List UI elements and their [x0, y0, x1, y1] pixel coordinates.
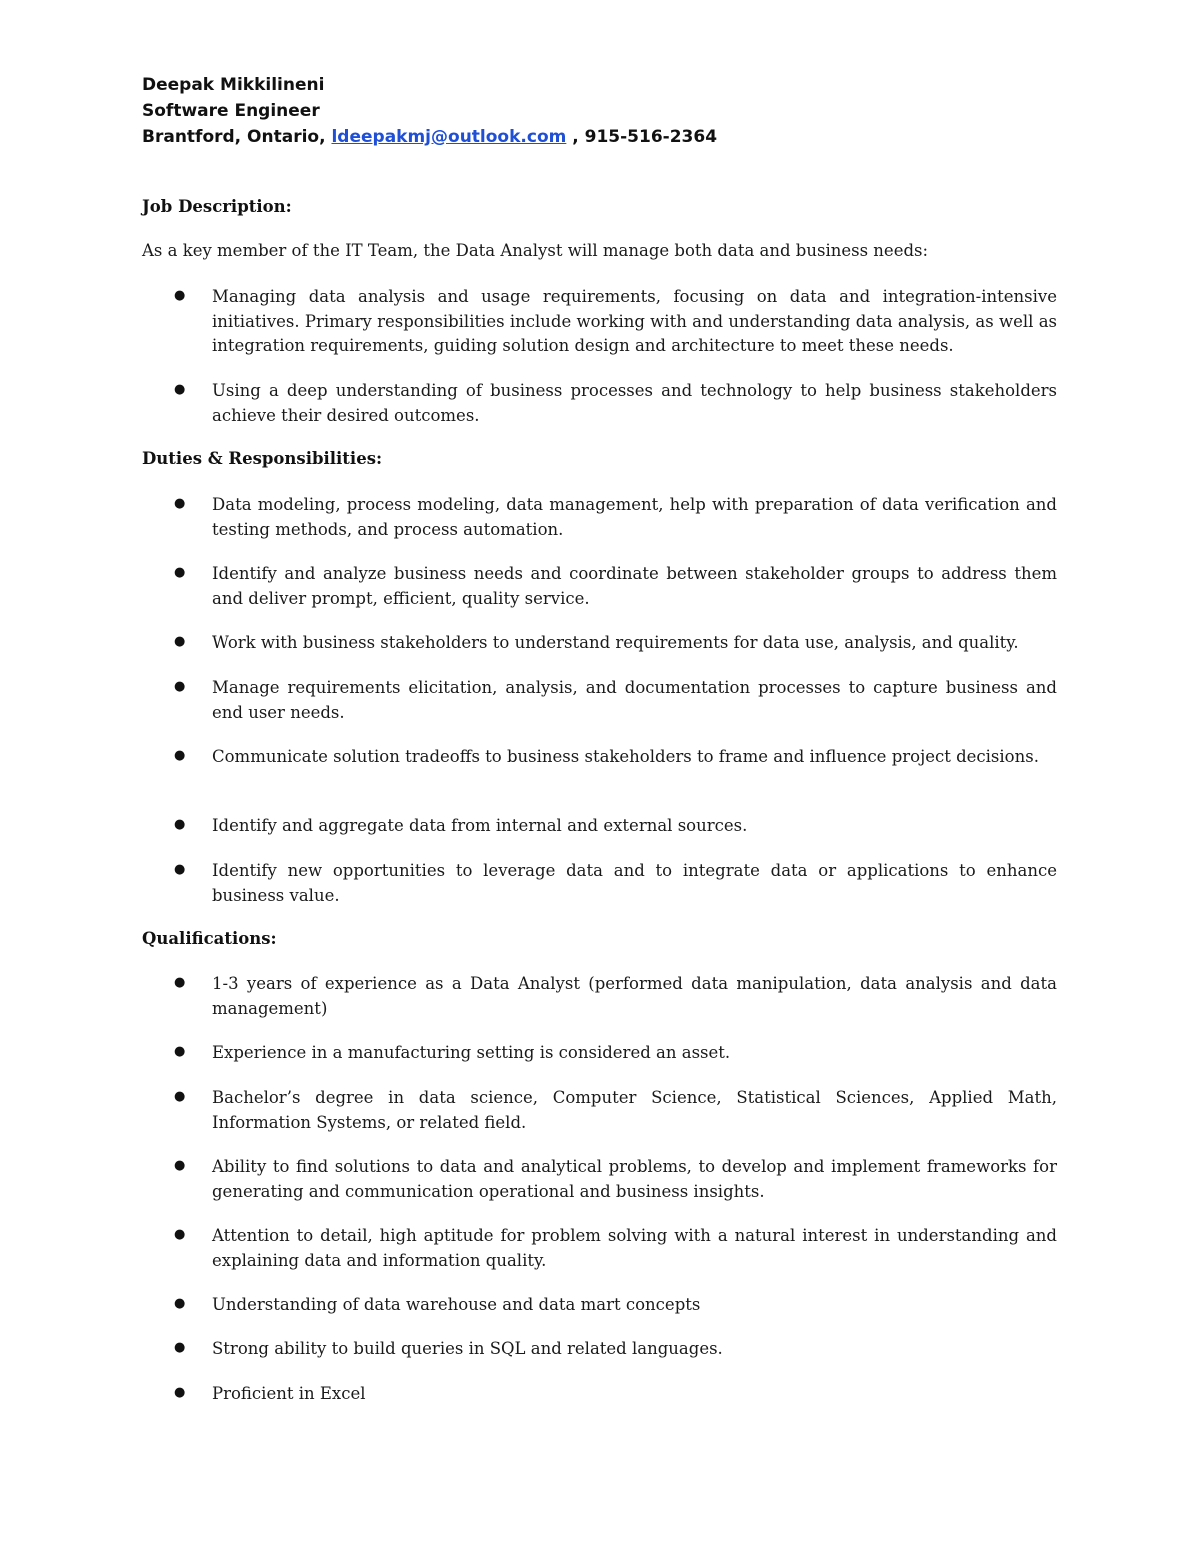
list-item-text: Managing data analysis and usage requirements, focusing on data and integration-intensive initiatives. Primary responsibilities include working with and understanding data analysis, as well as integration requirements, guiding solution design and architecture to meet these needs. [212, 287, 1057, 355]
bullet-icon: ● [174, 975, 186, 990]
bullet-icon: ● [174, 496, 186, 511]
list-item-text: Strong ability to build queries in SQL and related languages. [212, 1339, 723, 1358]
list-item-text: Using a deep understanding of business processes and technology to help business stakeholders achieve their desired outcomes. [212, 381, 1057, 425]
bullet-icon: ● [174, 634, 186, 649]
bullet-icon: ● [174, 1385, 186, 1400]
bullet-icon: ● [174, 748, 186, 763]
bullet-icon: ● [174, 1296, 186, 1311]
bullet-icon: ● [174, 288, 186, 303]
bullet-icon: ● [174, 565, 186, 580]
bullet-icon: ● [174, 1158, 186, 1173]
job-description-heading: Job Description: [142, 197, 292, 216]
list-item-text: Work with business stakeholders to understand requirements for data use, analysis, and quality. [212, 633, 1019, 652]
list-item-text: Communicate solution tradeoffs to business stakeholders to frame and influence project decisions. [212, 747, 1039, 766]
bullet-icon: ● [174, 817, 186, 832]
bullet-icon: ● [174, 1340, 186, 1355]
duties-heading: Duties & Responsibilities: [142, 449, 383, 468]
list-item-text: Proficient in Excel [212, 1384, 366, 1403]
location-text: Brantford, Ontario, [142, 127, 332, 147]
bullet-icon: ● [174, 862, 186, 877]
email-link[interactable]: ldeepakmj@outlook.com [331, 127, 567, 147]
job-description-intro: As a key member of the IT Team, the Data Analyst will manage both data and business needs: [142, 241, 929, 260]
bullet-icon: ● [174, 679, 186, 694]
list-item-text: Understanding of data warehouse and data mart concepts [212, 1295, 701, 1314]
list-item-text: Identify and analyze business needs and coordinate between stakeholder groups to address them and deliver prompt, efficient, quality service. [212, 564, 1057, 608]
contact-header [142, 72, 717, 150]
bullet-icon: ● [174, 1044, 186, 1059]
list-item-text: Identify new opportunities to leverage data and to integrate data or applications to enhance business value. [212, 861, 1057, 905]
list-item-text: Manage requirements elicitation, analysis, and documentation processes to capture business and end user needs. [212, 678, 1057, 722]
contact-line [142, 124, 717, 150]
list-item-text: Attention to detail, high aptitude for problem solving with a natural interest in understanding and explaining data and information quality. [212, 1226, 1057, 1270]
list-item-text: Ability to find solutions to data and analytical problems, to develop and implement frameworks for generating and communication operational and business insights. [212, 1157, 1057, 1201]
candidate-title: Software Engineer [142, 101, 320, 121]
candidate-name: Deepak Mikkilineni [142, 75, 325, 95]
bullet-icon: ● [174, 1089, 186, 1104]
qualifications-heading: Qualifications: [142, 929, 277, 948]
list-item-text: 1-3 years of experience as a Data Analyst (performed data manipulation, data analysis and data management) [212, 974, 1057, 1018]
list-item-text: Data modeling, process modeling, data management, help with preparation of data verification and testing methods, and process automation. [212, 495, 1057, 539]
phone-text: , 915-516-2364 [566, 127, 718, 147]
list-item-text: Bachelor’s degree in data science, Computer Science, Statistical Sciences, Applied Math, Information Systems, or related field. [212, 1088, 1057, 1132]
list-item-text: Identify and aggregate data from internal and external sources. [212, 816, 748, 835]
bullet-icon: ● [174, 1227, 186, 1242]
list-item-text: Experience in a manufacturing setting is considered an asset. [212, 1043, 731, 1062]
bullet-icon: ● [174, 382, 186, 397]
